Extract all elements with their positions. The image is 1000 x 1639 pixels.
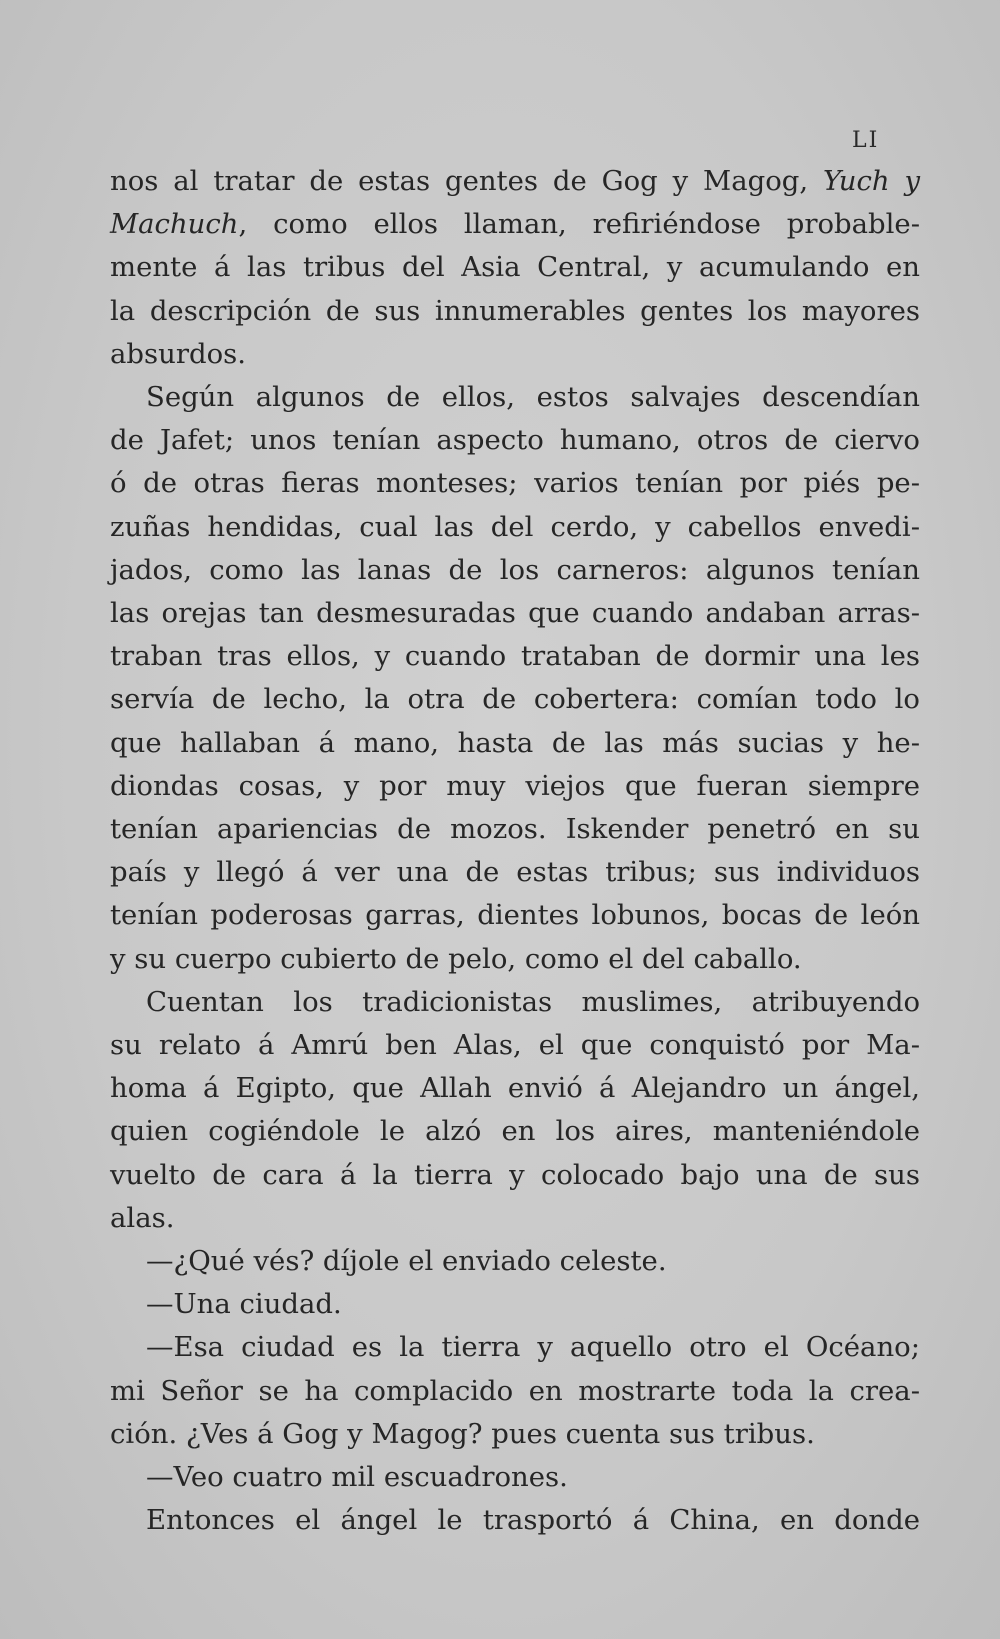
text-line	[110, 506, 920, 549]
text-line	[110, 1240, 920, 1283]
text-line	[110, 1370, 920, 1413]
text-segment: mi Señor se ha complacido en mostrarte toda la crea-	[110, 1374, 920, 1407]
text-line	[110, 1413, 920, 1456]
text-line	[110, 808, 920, 851]
text-line	[110, 722, 920, 765]
text-line	[110, 1283, 920, 1326]
text-line	[110, 981, 920, 1024]
text-segment: Según algunos de ellos, estos salvajes descendían	[146, 381, 920, 414]
text-line	[110, 376, 920, 419]
text-line	[110, 462, 920, 505]
text-segment: ción. ¿Ves á Gog y Magog? pues cuenta sus tribus.	[110, 1417, 815, 1450]
text-segment: las orejas tan desmesuradas que cuando andaban arras-	[110, 597, 920, 630]
text-segment: Entonces el ángel le trasportó á China, en donde	[146, 1504, 920, 1537]
text-line	[110, 246, 920, 289]
text-segment: —Veo cuatro mil escuadrones.	[146, 1461, 568, 1494]
text-segment: homa á Egipto, que Allah envió á Alejandro un ángel,	[110, 1072, 920, 1105]
text-segment: —¿Qué vés? díjole el enviado celeste.	[146, 1245, 667, 1278]
text-segment: y su cuerpo cubierto de pelo, como el del caballo.	[110, 942, 802, 975]
text-line	[110, 1326, 920, 1369]
text-segment: que hallaban á mano, hasta de las más sucias y he-	[110, 726, 920, 759]
text-line	[110, 290, 920, 333]
text-line	[110, 765, 920, 808]
text-segment: —Una ciudad.	[146, 1288, 342, 1321]
text-line	[110, 894, 920, 937]
text-segment: su relato á Amrú ben Alas, el que conquistó por Ma-	[110, 1029, 920, 1062]
text-line	[110, 592, 920, 635]
text-segment: ó de otras fieras monteses; varios tenían por piés pe-	[110, 467, 920, 500]
text-segment: tenían apariencias de mozos. Iskender penetró en su	[110, 813, 920, 846]
text-segment: zuñas hendidas, cual las del cerdo, y cabellos envedi-	[110, 510, 920, 543]
text-segment: traban tras ellos, y cuando trataban de dormir una les	[110, 640, 920, 673]
text-line	[110, 549, 920, 592]
text-segment: , como ellos llaman, refiriéndose probable-	[238, 208, 920, 241]
text-line	[110, 678, 920, 721]
text-segment: absurdos.	[110, 337, 246, 370]
text-segment: quien cogiéndole le alzó en los aires, manteniéndole	[110, 1115, 920, 1148]
text-segment: país y llegó á ver una de estas tribus; sus individuos	[110, 856, 920, 889]
text-line	[110, 1067, 920, 1110]
body-text	[110, 160, 920, 1543]
text-line	[110, 1499, 920, 1542]
text-line	[110, 1154, 920, 1197]
text-segment: Cuentan los tradicionistas muslimes, atribuyendo	[146, 985, 920, 1018]
text-line	[110, 333, 920, 376]
text-line	[110, 419, 920, 462]
text-segment: —Esa ciudad es la tierra y aquello otro el Océano;	[146, 1331, 920, 1364]
text-line	[110, 851, 920, 894]
page-number: LI	[852, 128, 880, 153]
text-segment: jados, como las lanas de los carneros: algunos tenían	[110, 553, 920, 586]
text-segment: nos al tratar de estas gentes de Gog y Magog,	[110, 165, 823, 197]
italic-text: Machuch	[110, 208, 239, 241]
text-segment: tenían poderosas garras, dientes lobunos, bocas de león	[110, 899, 920, 932]
text-line	[110, 160, 920, 203]
text-line	[110, 1024, 920, 1067]
text-segment: mente á las tribus del Asia Central, y acumulando en	[110, 251, 920, 284]
italic-text: Yuch y	[823, 165, 921, 197]
text-line	[110, 1456, 920, 1499]
text-segment: alas.	[110, 1201, 175, 1234]
text-segment: servía de lecho, la otra de cobertera: comían todo lo	[110, 683, 920, 716]
text-line	[110, 1110, 920, 1153]
text-segment: vuelto de cara á la tierra y colocado bajo una de sus	[110, 1158, 920, 1191]
text-segment: diondas cosas, y por muy viejos que fueran siempre	[110, 769, 920, 802]
text-line	[110, 635, 920, 678]
text-segment: la descripción de sus innumerables gentes los mayores	[110, 294, 920, 327]
text-segment: de Jafet; unos tenían aspecto humano, otros de ciervo	[110, 424, 920, 457]
text-line	[110, 938, 920, 981]
text-line	[110, 203, 920, 246]
text-line	[110, 1197, 920, 1240]
